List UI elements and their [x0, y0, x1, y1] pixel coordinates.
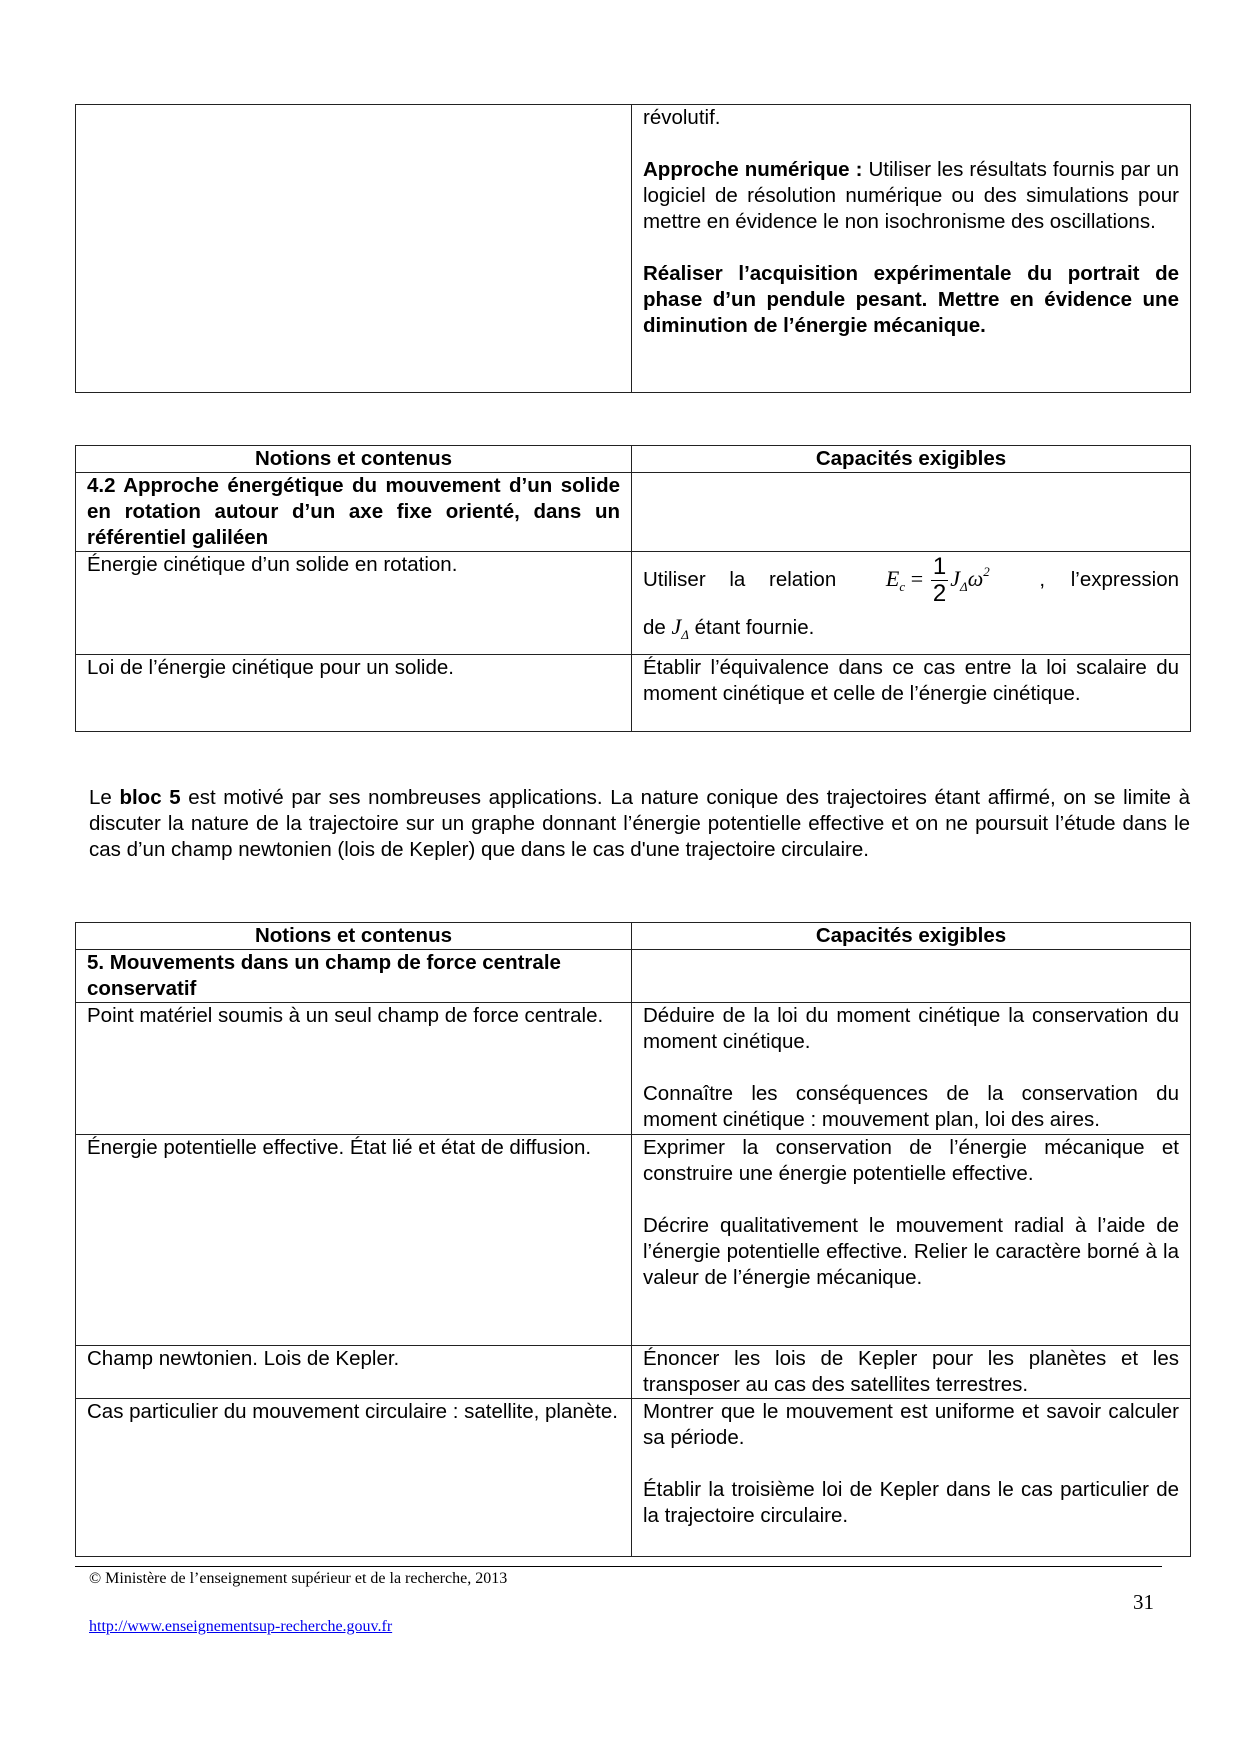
formula-delta-inline: Δ	[681, 627, 689, 642]
formula-denominator: 2	[932, 579, 947, 607]
capacity-circular-motion	[632, 1399, 1191, 1557]
formula-J-inline: J	[671, 614, 682, 639]
formula-fraction	[931, 554, 948, 607]
table-central-force	[75, 922, 1191, 1557]
capacity-central-force	[632, 1003, 1191, 1135]
numeric-approach-text: Utiliser les résultats fournis par un logiciel de résolution numérique ou des simulations pour mettre en évidence le non isochronisme des oscillations.	[643, 158, 1179, 233]
relation-text-de: de	[643, 616, 666, 639]
capacity-text: Décrire qualitativement le mouvement radial à l’aide de l’énergie potentielle effective. Relier le caractère borné à la valeur de l’énergie mécanique.	[643, 1214, 1179, 1289]
header-notions: Notions et contenus	[76, 446, 632, 473]
notion-kinetic-energy-law: Loi de l’énergie cinétique pour un solide.	[76, 655, 632, 732]
capacity-text: Établir la troisième loi de Kepler dans le cas particulier de la trajectoire circulaire.	[643, 1478, 1179, 1527]
table-continuation	[75, 104, 1191, 393]
intro-text-body: est motivé par ses nombreuses applications. La nature conique des trajectoires étant affirmé, on se limite à discuter la nature de la trajectoire sur un graphe donnant l’énergie potentielle effective et on ne poursuit l’étude dans le cas d’un champ newtonien (lois de Kepler) que dans le cas d'une trajectoire circulaire.	[89, 786, 1190, 861]
capacity-kepler: Énoncer les lois de Kepler pour les planètes et les transposer au cas des satellites terrestres.	[632, 1346, 1191, 1399]
intro-text-start: Le	[89, 786, 120, 809]
notion-kinetic-energy: Énergie cinétique d’un solide en rotation.	[76, 552, 632, 655]
notion-kepler: Champ newtonien. Lois de Kepler.	[76, 1346, 632, 1399]
relation-text-given: étant fournie.	[694, 616, 815, 639]
section-title-5: 5. Mouvements dans un champ de force centrale conservatif	[76, 950, 632, 1003]
footer-link[interactable]: http://www.enseignementsup-recherche.gouv.fr	[89, 1618, 393, 1635]
numeric-approach-label: Approche numérique :	[643, 158, 863, 181]
capacity-text: Connaître les conséquences de la conservation du moment cinétique : mouvement plan, loi des aires.	[643, 1082, 1179, 1131]
capacity-kinetic-energy-law: Établir l’équivalence dans ce cas entre la loi scalaire du moment cinétique et celle de l’énergie cinétique.	[632, 655, 1191, 732]
intro-block-label: bloc 5	[119, 786, 181, 809]
formula-c: c	[899, 578, 906, 594]
table-energy-rotation	[75, 445, 1191, 732]
formula-omega: ω	[967, 565, 984, 591]
formula-equals: =	[910, 565, 924, 591]
capacity-kinetic-energy	[632, 552, 1191, 655]
footer-divider	[75, 1566, 1162, 1567]
footer-copyright: © Ministère de l’enseignement supérieur et de la recherche, 2013	[89, 1570, 508, 1587]
formula-delta: Δ	[960, 578, 968, 594]
notion-effective-potential: Énergie potentielle effective. État lié et état de diffusion.	[76, 1135, 632, 1346]
relation-text-end: , l’expression	[1039, 568, 1179, 591]
relation-text-start: Utiliser la relation	[643, 568, 837, 591]
capacity-text: Exprimer la conservation de l’énergie mécanique et construire une énergie potentielle effective.	[643, 1136, 1179, 1185]
notion-circular-motion: Cas particulier du mouvement circulaire : satellite, planète.	[76, 1399, 632, 1557]
continued-text: révolutif.	[643, 106, 721, 129]
formula-numerator: 1	[932, 552, 947, 580]
block-5-introduction	[89, 785, 1190, 863]
header-notions: Notions et contenus	[76, 923, 632, 950]
capacity-text: Déduire de la loi du moment cinétique la conservation du moment cinétique.	[643, 1004, 1179, 1053]
page-number: 31	[1133, 1590, 1154, 1614]
capacity-text: Montrer que le mouvement est uniforme et savoir calculer sa période.	[643, 1400, 1179, 1449]
numeric-approach-paragraph	[643, 157, 1179, 235]
empty-cell	[632, 950, 1191, 1003]
formula-J: J	[950, 565, 961, 591]
kinetic-energy-formula	[886, 554, 990, 607]
experiment-paragraph: Réaliser l’acquisition expérimentale du portrait de phase d’un pendule pesant. Mettre en évidence une diminution de l’énergie mécanique.	[643, 262, 1179, 337]
header-capacities: Capacités exigibles	[632, 923, 1191, 950]
capacity-effective-potential	[632, 1135, 1191, 1346]
empty-cell	[632, 473, 1191, 552]
formula-E: E	[885, 565, 900, 591]
section-title-4-2: 4.2 Approche énergétique du mouvement d’un solide en rotation autour d’un axe fixe orienté, dans un référentiel galiléen	[76, 473, 632, 552]
notion-central-force: Point matériel soumis à un seul champ de force centrale.	[76, 1003, 632, 1135]
empty-cell	[76, 105, 632, 393]
formula-power: 2	[983, 563, 990, 579]
header-capacities: Capacités exigibles	[632, 446, 1191, 473]
capacities-cell	[632, 105, 1191, 393]
